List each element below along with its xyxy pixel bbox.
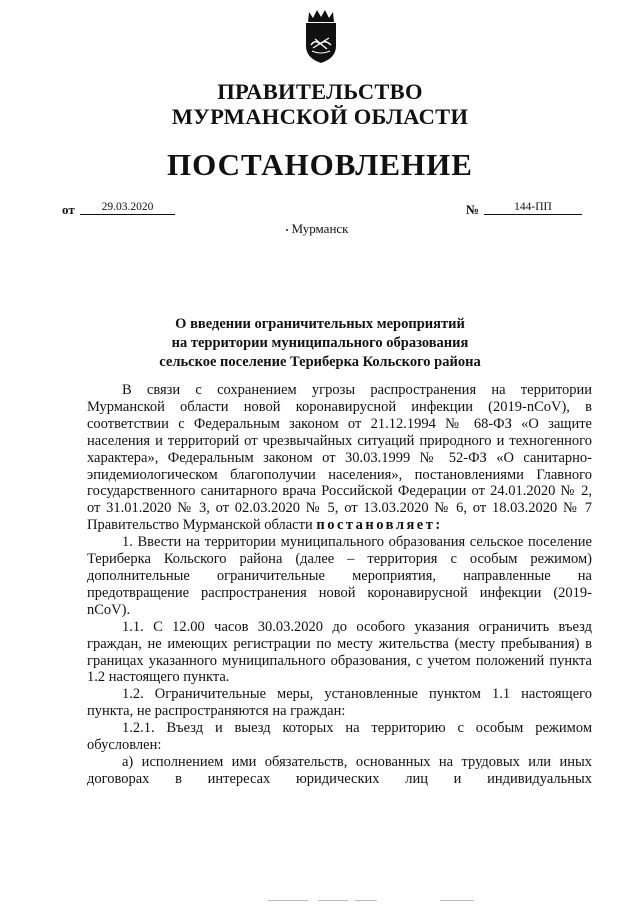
- date-value: 29.03.2020: [80, 200, 175, 215]
- preamble-text: В связи с сохранением угрозы распространения на территории Мурманской области новой коронавирусной инфекции (2019-nCoV), в соответствии с Федеральным законом от 21.12.1994 № 68-ФЗ «О защите населения и территорий от чрезвычайных ситуаций природного и техногенного характера», Федеральным законом от 30.03.1999 № 52-ФЗ «О санитарно-эпидемиологическом благополучии населения», постановлениями Главного государственного санитарного врача Российской Федерации от 24.01.2020 № 2, от 31.01.2020 № 3, от 02.03.2020 № 5, от 13.03.2020 № 6, от 18.03.2020 № 7 Правительство Мурманской области: [87, 382, 592, 534]
- scan-footer-marks: [0, 896, 640, 904]
- clause-a: а) исполнением ими обязательств, основанных на трудовых или иных договорах в интересах юридических лиц и индивидуальных: [87, 753, 592, 787]
- title-line3: сельское поселение Териберка Кольского района: [159, 354, 481, 370]
- clause-1: 1. Ввести на территории муниципального образования сельское поселение Териберка Кольского района (далее – территория с особым режимом) дополнительные ограничительные мероприятия, направленные на предотвращение распространения новой коронавирусной инфекции (2019-nCoV).: [87, 534, 592, 618]
- preamble-paragraph: [87, 382, 592, 534]
- document-title: [0, 315, 640, 372]
- city: Мурманск: [291, 221, 349, 236]
- document-body: [87, 382, 592, 788]
- government-name-line2: МУРМАНСКОЙ ОБЛАСТИ: [171, 104, 469, 129]
- clause-1-2-1: 1.2.1. Въезд и выезд которых на территорию с особым режимом обусловлен:: [87, 720, 592, 754]
- number-value: 144-ПП: [484, 200, 582, 215]
- number-label: №: [466, 202, 480, 217]
- government-name-line1: ПРАВИТЕЛЬСТВО: [217, 79, 423, 104]
- date-label: от: [62, 202, 75, 217]
- document-type-heading: ПОСТАНОВЛЕНИЕ: [167, 147, 473, 182]
- clause-1-2: 1.2. Ограничительные меры, установленные пунктом 1.1 настоящего пункта, не распространяются на граждан:: [87, 686, 592, 720]
- coat-of-arms-icon: [301, 8, 341, 64]
- resolves-word: постановляет:: [316, 517, 443, 534]
- title-line2: на территории муниципального образования: [171, 335, 469, 351]
- title-line1: О введении ограничительных мероприятий: [175, 316, 465, 332]
- clause-1-1: 1.1. С 12.00 часов 30.03.2020 до особого указания ограничить въезд граждан, не имеющих регистрации по месту жительства (месту пребывания) в границах указанного муниципального образования, с учетом положений пункта 1.2 настоящего пункта.: [87, 618, 592, 686]
